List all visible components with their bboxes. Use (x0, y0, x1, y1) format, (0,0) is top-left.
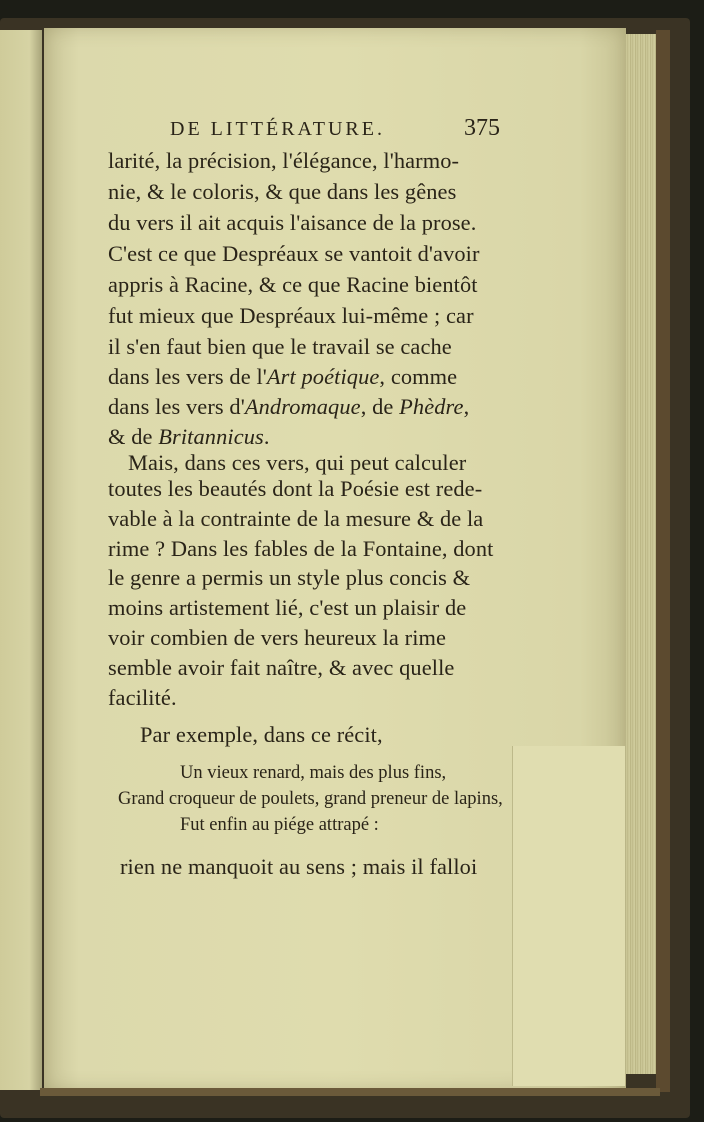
inserted-paper-strip (512, 746, 625, 1086)
verse-line: Un vieux renard, mais des plus fins, (180, 763, 447, 783)
italic-title: Art poétique (266, 364, 380, 389)
text-line: moins artistement lié, c'est un plaisir de (108, 595, 467, 620)
text-line: le genre a permis un style plus concis & (108, 565, 471, 590)
text-line: voir combien de vers heureux la rime (108, 625, 447, 650)
italic-title: Andromaque (244, 394, 361, 419)
text-line: semble avoir fait naître, & avec quelle (108, 655, 455, 680)
bottom-edge (40, 1088, 660, 1096)
cover-edge (656, 30, 670, 1092)
italic-title: Phèdre (399, 394, 464, 419)
text-line (108, 424, 270, 450)
text-line: larité, la précision, l'élégance, l'harmo- (108, 148, 460, 173)
text-line: C'est ce que Despréaux se vantoit d'avoir (108, 241, 480, 266)
text-line: nie, & le coloris, & que dans les gênes (108, 179, 457, 204)
verse-line: Fut enfin au piége attrapé : (180, 815, 379, 835)
text-line: fut mieux que Despréaux lui-même ; car (108, 303, 474, 328)
page-number: 375 (464, 115, 500, 141)
text-segment: , comme (379, 364, 458, 389)
text-line: Par exemple, dans ce récit, (140, 722, 383, 747)
text-line (108, 364, 457, 390)
page-stack-edges (626, 34, 656, 1074)
text-segment: , (463, 394, 470, 419)
text-line: rime ? Dans les fables de la Fontaine, dont (108, 536, 494, 561)
text-segment: , de (360, 394, 400, 419)
text-line: toutes les beautés dont la Poésie est rede- (108, 476, 483, 501)
text-segment: dans les vers de l' (108, 364, 267, 389)
running-head: DE LITTÉRATURE. (170, 118, 385, 140)
verse-line: Grand croqueur de poulets, grand preneur de lapins, (118, 789, 503, 809)
text-line: vable à la contrainte de la mesure & de la (108, 506, 484, 531)
text-line: facilité. (108, 685, 177, 710)
text-line: Mais, dans ces vers, qui peut calculer (128, 450, 467, 475)
text-line: il s'en faut bien que le travail se cache (108, 334, 452, 359)
text-line: du vers il ait acquis l'aisance de la prose. (108, 210, 477, 235)
text-segment: . (263, 424, 270, 449)
text-line: appris à Racine, & ce que Racine bientôt (108, 272, 478, 297)
text-segment: dans les vers d' (108, 394, 245, 419)
text-line: rien ne manquoit au sens ; mais il falloi (120, 854, 478, 879)
text-line (108, 394, 469, 420)
left-page-edge (0, 30, 42, 1090)
italic-title: Britannicus (158, 424, 264, 449)
text-segment: & de (108, 424, 159, 449)
